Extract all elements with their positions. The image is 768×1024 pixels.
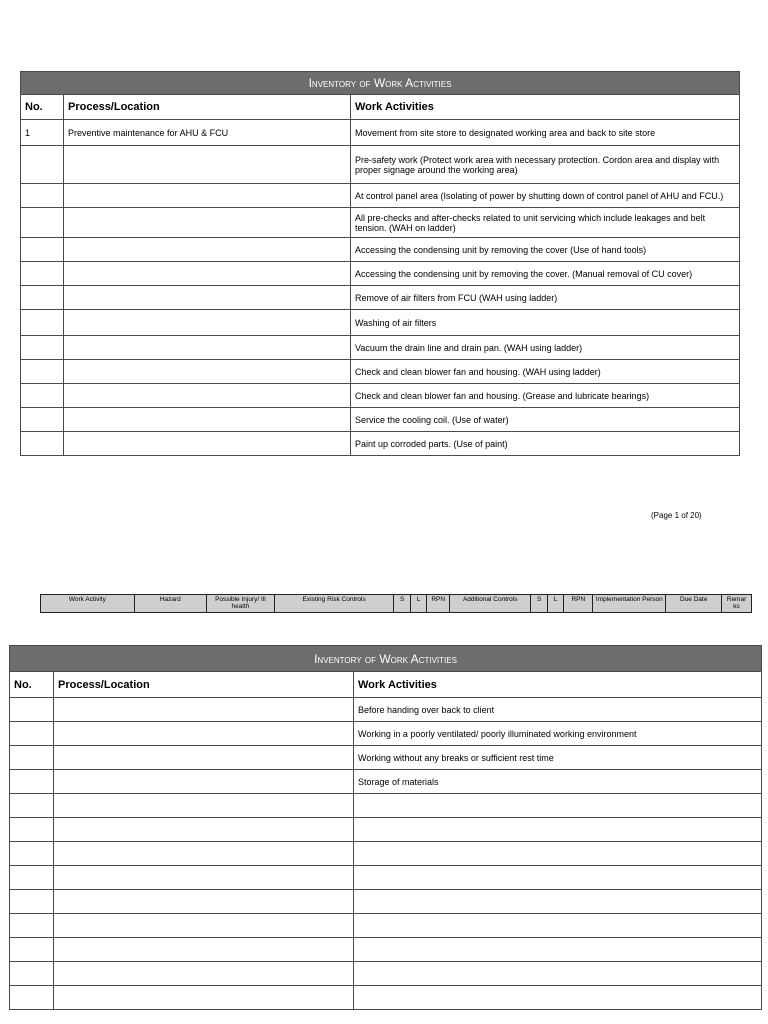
table-title: Inventory of Work Activities	[10, 646, 762, 672]
table-title: Inventory of Work Activities	[21, 72, 740, 95]
inventory-table-bottom	[9, 645, 762, 1010]
cell-no	[21, 262, 64, 286]
cell-activity	[354, 914, 762, 938]
cell-no	[10, 914, 54, 938]
cell-activity	[354, 818, 762, 842]
table-row	[21, 384, 740, 408]
table-row	[21, 408, 740, 432]
cell-activity: At control panel area (Isolating of power by shutting down of control panel of AHU and FCU.)	[351, 184, 740, 208]
cell-activity	[354, 866, 762, 890]
cell-no	[10, 890, 54, 914]
table-row	[10, 890, 762, 914]
col-due-date: Due Date	[666, 595, 722, 613]
table-row	[21, 238, 740, 262]
cell-process	[64, 310, 351, 336]
table-row	[21, 310, 740, 336]
cell-activity: Remove of air filters from FCU (WAH using ladder)	[351, 286, 740, 310]
cell-activity: Check and clean blower fan and housing. (Grease and lubricate bearings)	[351, 384, 740, 408]
cell-process	[64, 262, 351, 286]
cell-activity	[354, 986, 762, 1010]
cell-activity: Service the cooling coil. (Use of water)	[351, 408, 740, 432]
cell-no	[21, 336, 64, 360]
table-row	[21, 286, 740, 310]
table-row	[21, 184, 740, 208]
cell-process	[64, 238, 351, 262]
header-activities: Work Activities	[354, 672, 762, 698]
cell-activity: Before handing over back to client	[354, 698, 762, 722]
table-row	[10, 938, 762, 962]
table-row	[21, 208, 740, 238]
cell-no	[10, 722, 54, 746]
cell-activity: Working without any breaks or sufficient rest time	[354, 746, 762, 770]
cell-process	[64, 384, 351, 408]
cell-process	[64, 336, 351, 360]
table-row	[10, 746, 762, 770]
cell-activity: Movement from site store to designated working area and back to site store	[351, 120, 740, 146]
page-indicator: (Page 1 of 20)	[651, 511, 702, 520]
cell-activity: Working in a poorly ventilated/ poorly illuminated working environment	[354, 722, 762, 746]
cell-activity: Washing of air filters	[351, 310, 740, 336]
table-row	[10, 962, 762, 986]
table-row	[21, 146, 740, 184]
table-row	[10, 794, 762, 818]
cell-activity: Accessing the condensing unit by removing the cover. (Manual removal of CU cover)	[351, 262, 740, 286]
cell-no	[10, 866, 54, 890]
header-process: Process/Location	[54, 672, 354, 698]
col-likelihood-2: L	[547, 595, 563, 613]
cell-process	[54, 698, 354, 722]
header-no: No.	[21, 95, 64, 120]
cell-process	[64, 286, 351, 310]
col-rpn-2: RPN	[564, 595, 593, 613]
col-likelihood: L	[410, 595, 426, 613]
table-row	[10, 818, 762, 842]
cell-no	[21, 184, 64, 208]
cell-no	[21, 286, 64, 310]
cell-no	[10, 842, 54, 866]
header-no: No.	[10, 672, 54, 698]
table-row	[10, 722, 762, 746]
cell-no: 1	[21, 120, 64, 146]
header-process: Process/Location	[64, 95, 351, 120]
cell-no	[10, 818, 54, 842]
col-severity: S	[394, 595, 410, 613]
cell-process	[64, 432, 351, 456]
cell-activity	[354, 938, 762, 962]
table-row	[10, 866, 762, 890]
col-implementation-person: Implementation Person	[593, 595, 666, 613]
cell-no	[10, 938, 54, 962]
table-row	[21, 262, 740, 286]
cell-process	[54, 794, 354, 818]
cell-no	[10, 770, 54, 794]
table-row	[21, 360, 740, 384]
cell-no	[21, 432, 64, 456]
header-activities: Work Activities	[351, 95, 740, 120]
cell-activity: Paint up corroded parts. (Use of paint)	[351, 432, 740, 456]
table-row	[21, 120, 740, 146]
cell-activity: Vacuum the drain line and drain pan. (WAH using ladder)	[351, 336, 740, 360]
cell-activity	[354, 794, 762, 818]
col-existing-controls: Existing Risk Controls	[274, 595, 394, 613]
col-rpn: RPN	[427, 595, 450, 613]
cell-no	[10, 698, 54, 722]
col-severity-2: S	[531, 595, 547, 613]
table-row	[10, 770, 762, 794]
cell-process	[54, 746, 354, 770]
cell-process	[64, 208, 351, 238]
risk-assessment-header	[40, 594, 752, 613]
cell-activity	[354, 962, 762, 986]
cell-no	[21, 238, 64, 262]
cell-activity	[354, 890, 762, 914]
cell-process	[54, 986, 354, 1010]
cell-process	[54, 770, 354, 794]
cell-no	[21, 408, 64, 432]
table-row	[10, 842, 762, 866]
cell-process	[64, 408, 351, 432]
cell-activity: Accessing the condensing unit by removing the cover (Use of hand tools)	[351, 238, 740, 262]
cell-process	[64, 360, 351, 384]
cell-no	[21, 310, 64, 336]
table-row	[21, 336, 740, 360]
cell-activity: Pre-safety work (Protect work area with necessary protection. Cordon area and display with proper signage around the working area)	[351, 146, 740, 184]
cell-no	[21, 384, 64, 408]
table-row	[21, 432, 740, 456]
cell-no	[21, 360, 64, 384]
cell-process	[54, 962, 354, 986]
cell-process: Preventive maintenance for AHU & FCU	[64, 120, 351, 146]
cell-process	[64, 146, 351, 184]
cell-process	[54, 818, 354, 842]
cell-process	[54, 722, 354, 746]
cell-activity: All pre-checks and after-checks related to unit servicing which include leakages and belt tension. (WAH on ladder)	[351, 208, 740, 238]
table-row	[10, 914, 762, 938]
cell-no	[10, 794, 54, 818]
cell-activity	[354, 842, 762, 866]
cell-activity: Check and clean blower fan and housing. (WAH using ladder)	[351, 360, 740, 384]
cell-no	[10, 746, 54, 770]
table-row	[10, 986, 762, 1010]
inventory-table-top	[20, 71, 740, 456]
cell-process	[54, 890, 354, 914]
cell-activity: Storage of materials	[354, 770, 762, 794]
cell-no	[21, 146, 64, 184]
cell-no	[21, 208, 64, 238]
cell-process	[54, 866, 354, 890]
table-row	[10, 698, 762, 722]
col-possible-injury: Possible Injury/ Ill health	[206, 595, 274, 613]
cell-process	[54, 842, 354, 866]
cell-process	[54, 938, 354, 962]
col-additional-controls: Additional Controls	[450, 595, 531, 613]
cell-process	[64, 184, 351, 208]
cell-no	[10, 962, 54, 986]
col-work-activity: Work Activity	[41, 595, 135, 613]
cell-no	[10, 986, 54, 1010]
cell-process	[54, 914, 354, 938]
col-remarks: Remar ks	[722, 595, 752, 613]
col-hazard: Hazard	[134, 595, 206, 613]
